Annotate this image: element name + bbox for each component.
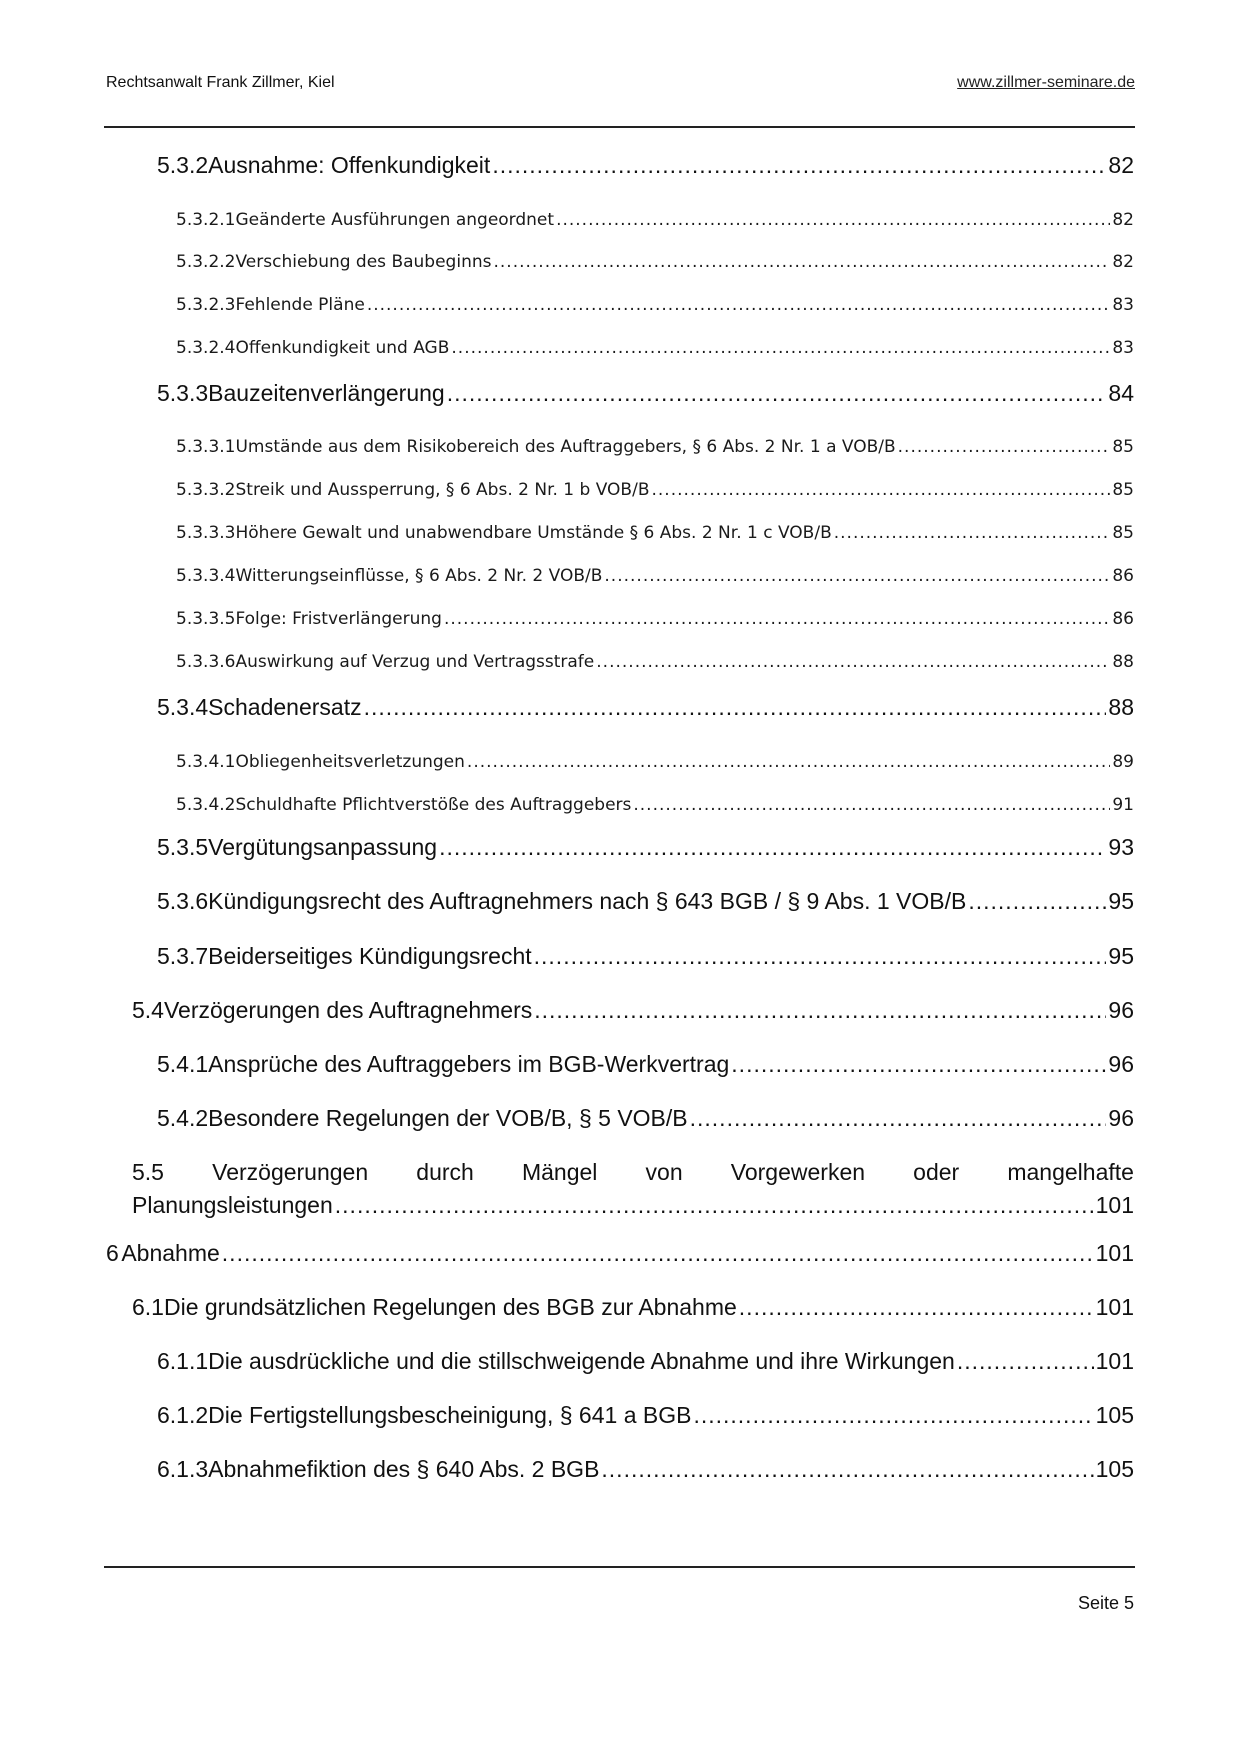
toc-leader [444,609,1110,629]
page-number: Seite 5 [1077,1593,1134,1613]
header-website-link[interactable]: www.zillmer-seminare.de [957,74,1135,91]
toc-leader [364,694,1107,721]
toc-page: 83 [1112,295,1134,315]
toc-leader [898,437,1111,457]
toc-title-word: Vorgewerken [730,1159,866,1185]
toc-page: 82 [1112,210,1134,230]
toc-entry[interactable] [106,1240,1134,1267]
toc-leader [335,1192,1094,1219]
toc-title: Bauzeitenverlängerung [208,380,445,406]
toc-number: 5.5 [132,1159,164,1185]
toc-entry[interactable] [157,1051,1134,1078]
header-author: Rechtsanwalt Frank Zillmer, Kiel [106,74,335,91]
toc-page: 89 [1112,752,1134,772]
toc-title: Ansprüche des Auftraggebers im BGB-Werkvertrag [208,1051,730,1077]
toc-number: 5.3.3.5 [176,609,236,629]
toc-leader [633,795,1110,815]
toc-page: 101 [1095,1348,1134,1374]
toc-number: 5.4.2 [157,1105,209,1131]
toc-page: 85 [1112,523,1134,543]
toc-title: Geänderte Ausführungen angeordnet [235,210,555,230]
toc-title: Verschiebung des Baubeginns [235,252,492,272]
toc-title: Umstände aus dem Risikobereich des Auftraggebers, § 6 Abs. 2 Nr. 1 a VOB/B [235,437,896,457]
toc-entry[interactable] [176,210,1134,230]
toc-title: Die ausdrückliche und die stillschweigende Abnahme und ihre Wirkungen [208,1348,955,1374]
toc-page: 88 [1112,652,1134,672]
toc-number: 5.3.6 [157,888,209,914]
toc-entry[interactable] [176,752,1134,772]
toc-entry[interactable] [157,834,1134,861]
toc-entry-wrapped[interactable] [132,1159,1134,1219]
toc-title: Schuldhafte Pflichtverstöße des Auftraggebers [235,795,632,815]
toc-number: 5.3.2.3 [176,295,236,315]
toc-title-word: mangelhafte [1007,1159,1134,1185]
toc-entry[interactable] [176,566,1134,586]
toc-number: 5.4.1 [157,1051,209,1077]
toc-page: 101 [1095,1192,1134,1218]
toc-title: Abnahmefiktion des § 640 Abs. 2 BGB [208,1456,600,1482]
toc-title: Obliegenheitsverletzungen [235,752,465,772]
toc-page: 88 [1108,694,1134,720]
toc-leader [957,1348,1094,1375]
toc-title: Witterungseinflüsse, § 6 Abs. 2 Nr. 2 VOB/B [235,566,603,586]
toc-leader [739,1294,1094,1321]
toc-entry[interactable] [176,437,1134,457]
toc-number: 6.1 [132,1294,164,1320]
toc-leader [601,1456,1093,1483]
toc-number: 5.3.7 [157,943,209,969]
toc-entry[interactable] [157,888,1134,915]
toc-number: 6.1.3 [157,1456,209,1482]
toc-entry[interactable] [132,997,1134,1024]
toc-title-word: Mängel [521,1159,598,1185]
toc-number: 5.3.4.1 [176,752,236,772]
toc-leader [222,1240,1094,1267]
toc-leader [604,566,1110,586]
toc-wrapped-first-line [132,1159,1134,1186]
toc-page: 105 [1095,1456,1134,1482]
toc-page: 96 [1108,1051,1134,1077]
toc-entry[interactable] [176,295,1134,315]
toc-title-word: Verzögerungen [212,1159,369,1185]
toc-entry[interactable] [176,652,1134,672]
toc-page: 101 [1095,1240,1134,1266]
toc-title: Offenkundigkeit und AGB [235,338,450,358]
toc-number: 5.3.4.2 [176,795,236,815]
toc-title-continuation: Planungsleistungen [132,1192,333,1218]
toc-number: 5.3.5 [157,834,209,860]
toc-leader [652,480,1111,500]
toc-leader [690,1105,1107,1132]
toc-number: 5.3.2.1 [176,210,236,230]
toc-entry[interactable] [176,480,1134,500]
toc-page: 95 [1108,943,1134,969]
toc-number: 6.1.1 [157,1348,209,1374]
toc-leader [834,523,1111,543]
toc-page: 83 [1112,338,1134,358]
toc-title: Ausnahme: Offenkundigkeit [208,152,491,178]
toc-leader [439,834,1106,861]
toc-page: 82 [1112,252,1134,272]
page-header [106,74,1135,98]
toc-number: 5.3.3.6 [176,652,236,672]
toc-leader [534,997,1106,1024]
toc-entry[interactable] [176,338,1134,358]
toc-entry[interactable] [176,795,1134,815]
toc-entry[interactable] [157,152,1134,179]
toc-entry[interactable] [132,1294,1134,1321]
toc-title-word: oder [913,1159,960,1185]
toc-title: Beiderseitiges Kündigungsrecht [208,943,532,969]
toc-entry[interactable] [157,380,1134,407]
toc-page: 91 [1112,795,1134,815]
toc-title-word: von [645,1159,683,1185]
toc-page: 95 [1108,888,1134,914]
toc-title-word: durch [416,1159,474,1185]
toc-number: 5.3.3.3 [176,523,236,543]
toc-page: 93 [1108,834,1134,860]
toc-title: Die grundsätzlichen Regelungen des BGB zur Abnahme [163,1294,737,1320]
toc-title: Schadenersatz [208,694,362,720]
toc-leader [367,295,1111,315]
toc-page: 84 [1108,380,1134,406]
toc-leader [467,752,1110,772]
toc-leader [451,338,1110,358]
header-divider [104,126,1135,128]
toc-number: 5.3.4 [157,694,209,720]
toc-number: 5.3.2.2 [176,252,236,272]
toc-number: 5.3.3 [157,380,209,406]
toc-leader [693,1402,1093,1429]
toc-leader [556,210,1110,230]
toc-page: 86 [1112,609,1134,629]
toc-leader [968,888,1106,915]
toc-number: 6.1.2 [157,1402,209,1428]
toc-leader [493,252,1110,272]
toc-title: Höhere Gewalt und unabwendbare Umstände § 6 Abs. 2 Nr. 1 c VOB/B [235,523,832,543]
footer-divider [104,1566,1135,1568]
toc-title: Streik und Aussperrung, § 6 Abs. 2 Nr. 1 b VOB/B [235,480,650,500]
toc-title: Die Fertigstellungsbescheinigung, § 641 a BGB [208,1402,692,1428]
toc-title: Auswirkung auf Verzug und Vertragsstrafe [235,652,595,672]
toc-number: 5.4 [132,997,164,1023]
toc-title: Vergütungsanpassung [208,834,438,860]
toc-title: Besondere Regelungen der VOB/B, § 5 VOB/B [208,1105,688,1131]
toc-title: Folge: Fristverlängerung [235,609,442,629]
toc-leader [596,652,1110,672]
toc-page: 96 [1108,997,1134,1023]
toc-title: Kündigungsrecht des Auftragnehmers nach § 643 BGB / § 9 Abs. 1 VOB/B [208,888,967,914]
toc-number: 6 [106,1240,119,1266]
toc-number: 5.3.2.4 [176,338,236,358]
toc-page: 85 [1112,437,1134,457]
toc-entry[interactable] [157,694,1134,721]
toc-page: 101 [1095,1294,1134,1320]
toc-title: Verzögerungen des Auftragnehmers [163,997,533,1023]
toc-wrapped-second-line [132,1192,1134,1219]
toc-title: Fehlende Pläne [235,295,365,315]
toc-title: Abnahme [121,1240,220,1266]
toc-page: 85 [1112,480,1134,500]
toc-entry[interactable] [176,523,1134,543]
toc-entry[interactable] [157,1402,1134,1429]
toc-page: 82 [1108,152,1134,178]
toc-entry[interactable] [176,609,1134,629]
toc-entry[interactable] [157,1348,1134,1375]
toc-number: 5.3.3.4 [176,566,236,586]
toc-entry[interactable] [157,1105,1134,1132]
toc-number: 5.3.3.2 [176,480,236,500]
toc-leader [447,380,1107,407]
toc-leader [731,1051,1106,1078]
toc-page: 105 [1095,1402,1134,1428]
toc-number: 5.3.3.1 [176,437,236,457]
toc-entry[interactable] [176,252,1134,272]
toc-page: 86 [1112,566,1134,586]
toc-leader [492,152,1106,179]
toc-page: 96 [1108,1105,1134,1131]
toc-leader [534,943,1107,970]
toc-number: 5.3.2 [157,152,209,178]
toc-entry[interactable] [157,1456,1134,1483]
toc-entry[interactable] [157,943,1134,970]
